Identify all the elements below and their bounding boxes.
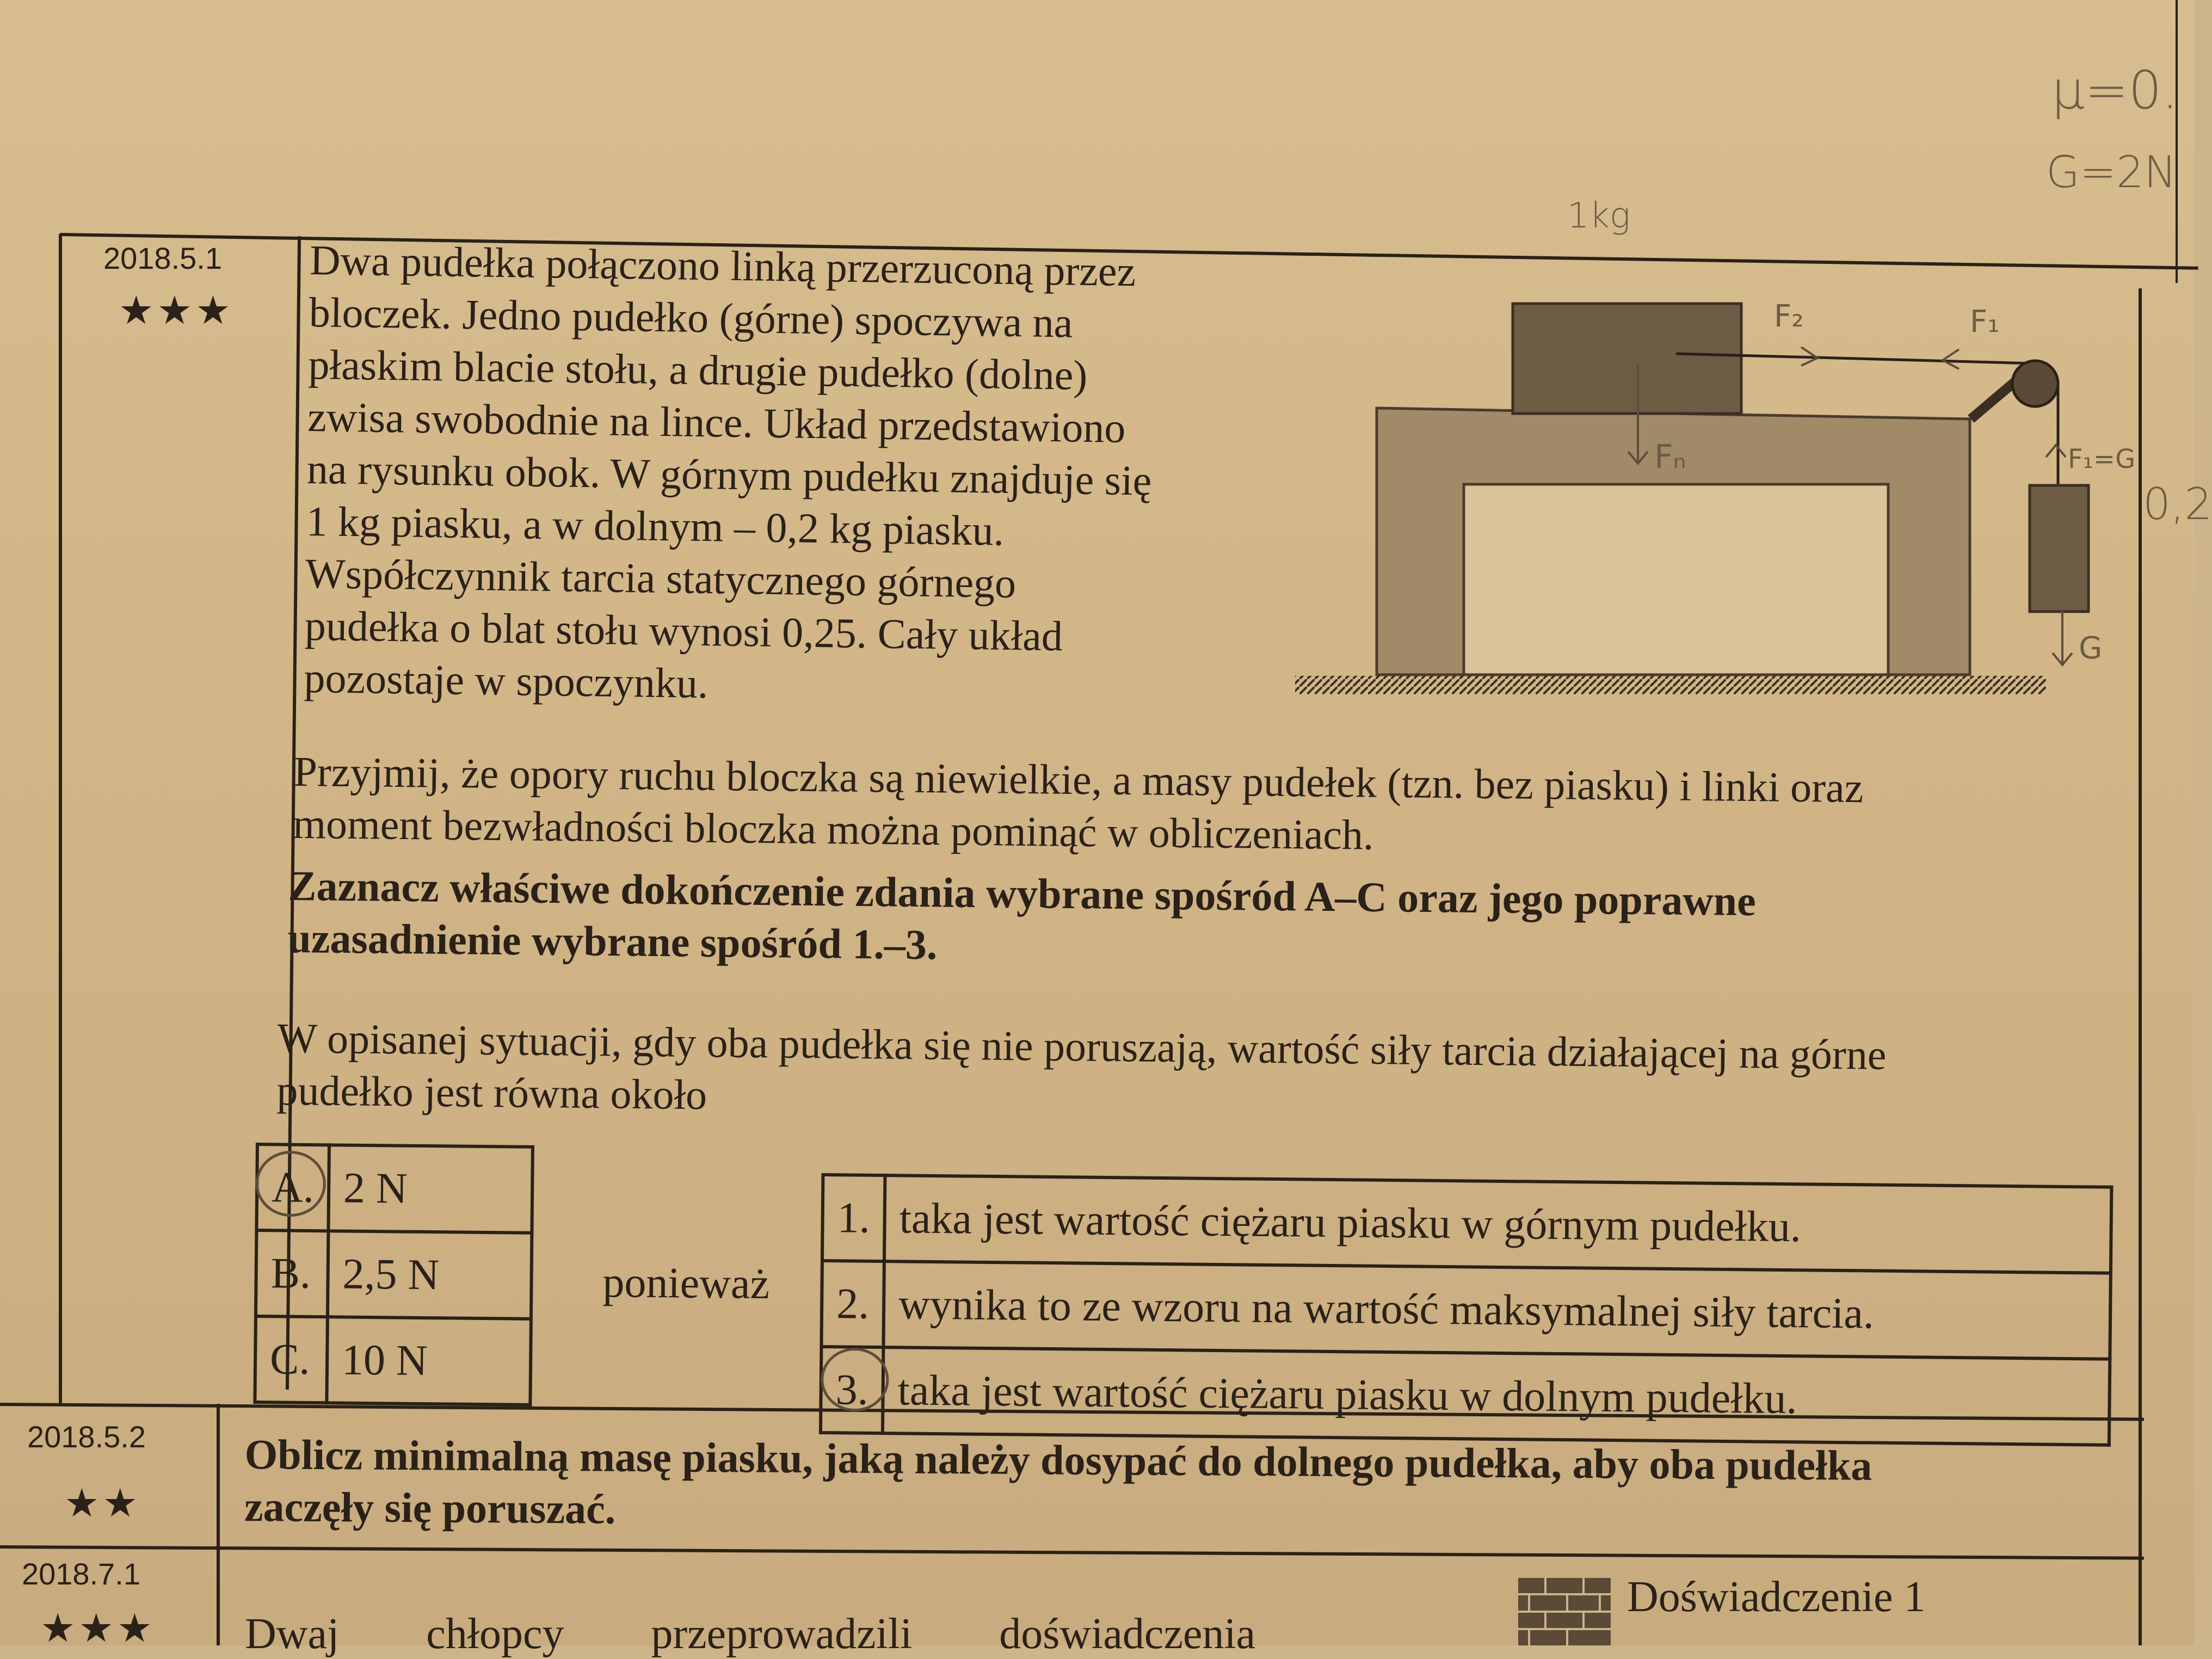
option-c-value[interactable]: 10 N	[326, 1317, 531, 1405]
id-column-divider-lower	[217, 1404, 220, 1645]
label-fn: Fₙ	[1654, 438, 1686, 476]
instruction-line: uzasadnienie wybrane spośród 1.–3.	[287, 914, 938, 969]
margin-note-side: 0,2	[2143, 479, 2212, 529]
option-a-value[interactable]: 2 N	[328, 1145, 532, 1233]
option-c-letter[interactable]: C.	[255, 1316, 327, 1403]
option-b-value[interactable]: 2,5 N	[328, 1231, 532, 1319]
reason-3-text[interactable]: taka jest wartość ciężaru piasku w dolnym pudełku.	[883, 1347, 2110, 1445]
intro-line: pudełka o blat stołu wynosi 0,25. Cały układ	[304, 601, 1063, 660]
intro-line: zwisa swobodnie na lince. Układ przedstawiono	[307, 392, 1126, 452]
reason-1-text[interactable]: taka jest wartość ciężaru piasku w górnym pudełku.	[884, 1175, 2111, 1273]
task2-prompt	[244, 1428, 2122, 1546]
margin-note-g: G=2N	[2046, 147, 2177, 198]
selection-circle-a	[250, 1143, 332, 1225]
intro-line: pozostaje w spoczynku.	[304, 653, 709, 707]
task-id-2018-5-2: 2018.5.2	[27, 1420, 146, 1454]
assumption-line: moment bezwładności bloczka można pominąć w obliczeniach.	[293, 799, 1374, 859]
answer-block	[256, 1143, 2128, 1423]
difficulty-stars-task3: ★★★	[40, 1605, 156, 1651]
task-id-2018-7-1: 2018.7.1	[22, 1557, 140, 1591]
frame-right	[2139, 288, 2142, 1645]
reason-3-num[interactable]: 3.	[821, 1347, 884, 1433]
difficulty-stars-task1: ★★★	[119, 287, 234, 333]
intro-line: płaskim blacie stołu, a drugie pudełko (dolne)	[308, 340, 1088, 399]
reason-2-num[interactable]: 2.	[821, 1261, 884, 1347]
task1-assumption	[293, 745, 2106, 869]
force-f1g-arrowhead	[2046, 445, 2066, 457]
task-separator-2	[0, 1545, 2144, 1560]
lower-box	[2030, 485, 2088, 612]
selection-circle-3	[814, 1339, 896, 1421]
frame-left	[59, 234, 62, 1404]
margin-line	[2176, 0, 2178, 283]
connector-word: ponieważ	[602, 1259, 770, 1309]
reasons-table	[819, 1173, 2113, 1447]
option-b-letter[interactable]: B.	[256, 1230, 328, 1317]
label-g: G	[2079, 631, 2103, 666]
table-opening	[1464, 484, 1888, 675]
instruction-line: Zaznacz właściwe dokończenie zdania wybrane spośród A–C oraz jego poprawne	[288, 861, 1757, 925]
task-id-2018-5-1: 2018.5.1	[103, 241, 222, 275]
label-f1: F₁	[1970, 304, 2000, 340]
upper-box	[1513, 304, 1741, 414]
label-f2: F₂	[1774, 299, 1804, 334]
task3-text: Dwaj chłopcy przeprowadzili doświadczenia	[245, 1610, 1256, 1658]
margin-note-kg: 1kg	[1567, 196, 1631, 236]
task2-line: Oblicz minimalną masę piasku, jaką należy dosypać do dolnego pudełka, aby oba pudełka	[244, 1430, 1872, 1489]
pulley-wheel	[2012, 361, 2058, 406]
margin-note-mu: μ=0.	[2051, 60, 2179, 121]
statement-line: pudełko jest równa około	[276, 1066, 707, 1119]
label-f1g: F₁=G	[2068, 444, 2136, 474]
reason-2-text[interactable]: wynika to ze wzoru na wartość maksymalnej siły tarcia.	[883, 1261, 2110, 1359]
task1-statement	[276, 1012, 2111, 1136]
intro-line: 1 kg piasku, a w dolnym – 0,2 kg piasku.	[306, 497, 1005, 554]
brick-icon	[1518, 1578, 1611, 1645]
task1-intro	[304, 234, 1268, 717]
reason-1-num[interactable]: 1.	[822, 1175, 885, 1261]
difficulty-stars-task2: ★★	[64, 1480, 141, 1526]
force-f1-arrowhead	[1943, 349, 1959, 369]
task1-instruction	[287, 860, 2106, 983]
floor-hatch	[1295, 676, 2046, 694]
experiment-label: Doświadczenie 1	[1627, 1573, 1926, 1621]
option-a-letter[interactable]: A.	[256, 1144, 329, 1231]
intro-line: Dwa pudełka połączono linką przerzuconą przez	[309, 236, 1136, 295]
force-g-arrow	[2053, 609, 2072, 665]
task2-line: zaczęły się poruszać.	[244, 1482, 616, 1533]
statement-line: W opisanej sytuacji, gdy oba pudełka się nie poruszają, wartość siły tarcia działającej na górne	[277, 1014, 1887, 1078]
intro-line: bloczek. Jedno pudełko (górne) spoczywa na	[309, 288, 1073, 347]
assumption-line: Przyjmij, że opory ruchu bloczka są niewielkie, a masy pudełek (tzn. bez piasku) i linki oraz	[293, 747, 1864, 812]
intro-line: Współczynnik tarcia statycznego górnego	[305, 549, 1016, 607]
pulley-diagram	[1284, 283, 2136, 696]
intro-line: na rysunku obok. W górnym pudełku znajduje się	[306, 445, 1152, 504]
